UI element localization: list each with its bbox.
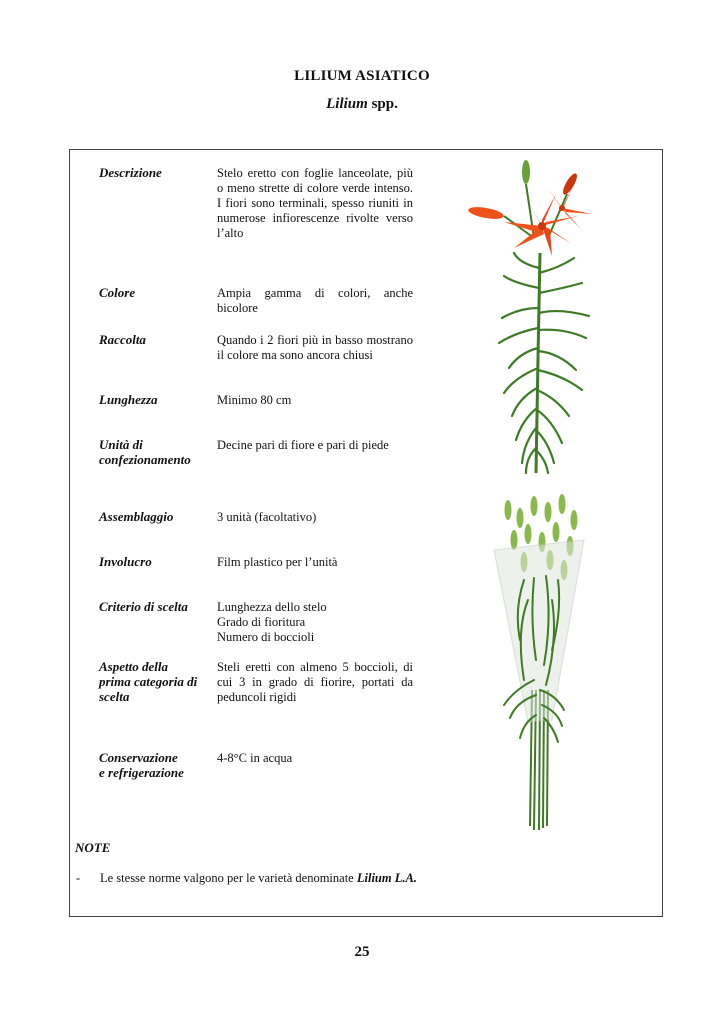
lily-stem-image: [464, 158, 660, 476]
notes-title: NOTE: [75, 840, 111, 855]
value-aspetto-prima-categoria: Steli eretti con almeno 5 boccioli, di cui 3 in grado di fiorire, portati da peduncoli rigidi: [217, 660, 413, 704]
label-line: e refrigerazione: [99, 765, 184, 780]
label-aspetto-prima-categoria: [99, 659, 211, 704]
label-assemblaggio: Assemblaggio: [99, 509, 174, 524]
label-line: Aspetto della: [99, 659, 168, 674]
subtitle-genus: Lilium: [326, 96, 368, 112]
label-unita-confezionamento: [99, 437, 211, 467]
value-unita-confezionamento: Decine pari di fiore e pari di piede: [217, 438, 389, 452]
label-line: Conservazione: [99, 750, 178, 765]
note-dash: -: [76, 871, 81, 885]
label-line: Unità di: [99, 437, 143, 452]
value-line: Grado di fioritura: [217, 615, 306, 629]
label-raccolta: Raccolta: [99, 332, 146, 347]
value-raccolta: Quando i 2 fiori più in basso mostrano il colore ma sono ancora chiusi: [217, 333, 413, 362]
value-assemblaggio: 3 unità (facoltativo): [217, 510, 317, 524]
note-text-bold: Lilium L.A.: [356, 871, 417, 885]
label-line: prima categoria di: [99, 674, 198, 689]
value-lunghezza: Minimo 80 cm: [217, 393, 292, 407]
label-line: scelta: [99, 689, 130, 704]
value-criterio-scelta: [217, 600, 413, 645]
page-title: LILIUM ASIATICO: [294, 68, 430, 84]
label-conservazione: [99, 750, 211, 780]
note-item: [76, 871, 417, 886]
value-descrizione: Stelo eretto con foglie lanceolate, più o meno strette di colore verde intenso. I fiori sono terminali, spesso riuniti in numerose infiorescenze rivolte verso l’alto: [217, 166, 413, 240]
value-colore: Ampia gamma di colori, anche bicolore: [217, 286, 413, 315]
label-line: confezionamento: [99, 452, 191, 467]
page-number: 25: [354, 944, 370, 960]
subtitle-species: spp.: [367, 96, 398, 112]
value-line: Numero di boccioli: [217, 630, 315, 644]
value-involucro: Film plastico per l’unità: [217, 555, 338, 569]
flowers: [504, 184, 592, 256]
bunch-wrap: [494, 540, 584, 722]
label-colore: Colore: [99, 285, 136, 300]
value-line: Lunghezza dello stelo: [217, 600, 327, 614]
label-involucro: Involucro: [99, 554, 152, 569]
label-criterio-scelta: Criterio di scelta: [99, 599, 188, 614]
label-lunghezza: Lunghezza: [99, 392, 158, 407]
page-subtitle: [0, 96, 724, 113]
value-conservazione: 4-8°C in acqua: [217, 751, 293, 765]
note-text: Le stesse norme valgono per le varietà denominate: [100, 871, 357, 885]
label-descrizione: Descrizione: [99, 165, 162, 180]
leaves: [499, 253, 589, 473]
stem: [536, 253, 540, 473]
lily-bunch-image: [424, 490, 660, 835]
